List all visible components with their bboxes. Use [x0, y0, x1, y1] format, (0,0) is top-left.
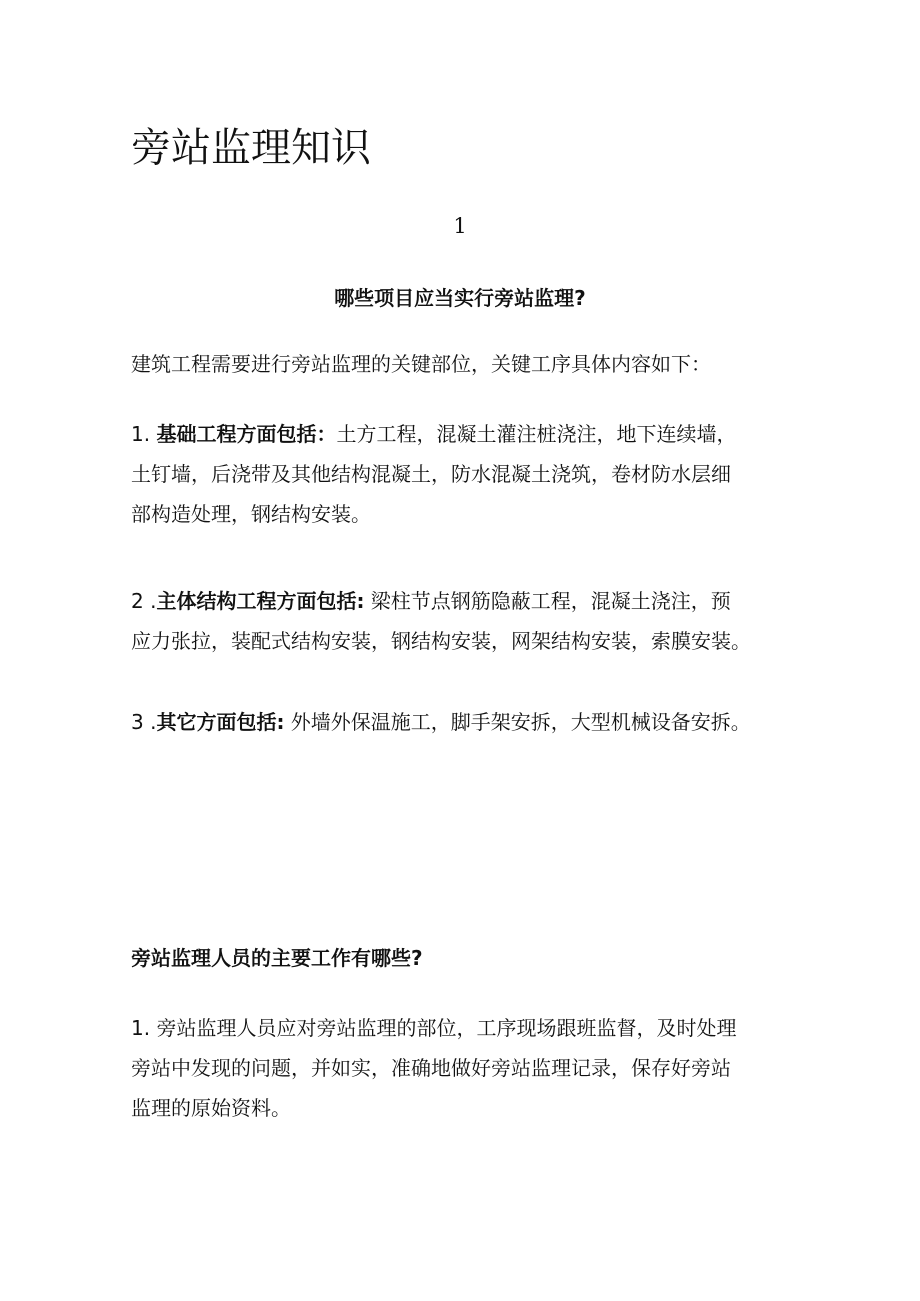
s2-item1-line-2: 监理的原始资料。 — [131, 1096, 291, 1120]
document-title: 旁站监理知识 — [131, 125, 371, 171]
section1-intro-text: 建筑工程需要进行旁站监理的关键部位，关键工序具体内容如下： — [131, 352, 711, 376]
item2-line-0: 梁柱节点钢筋隐蔽工程，混凝土浇注，预 — [364, 589, 731, 613]
section1-intro — [131, 344, 811, 384]
item1-number: 1. — [131, 422, 151, 446]
item1-label: 基础工程方面包括： — [156, 422, 337, 446]
item3-label: 其它方面包括: — [156, 710, 285, 734]
section2-item1 — [131, 1008, 811, 1128]
item1-line-1: 土钉墙，后浇带及其他结构混凝土，防水混凝土浇筑，卷材防水层细 — [131, 462, 731, 486]
item3-number: 3 . — [131, 710, 157, 734]
s2-item1-line-0: 1. 旁站监理人员应对旁站监理的部位，工序现场跟班监督，及时处理 — [131, 1016, 737, 1040]
section2-heading: 旁站监理人员的主要工作有哪些? — [131, 946, 423, 970]
page-number: 1 — [453, 214, 467, 238]
item2-first-line — [131, 581, 811, 621]
section1-item2 — [131, 581, 811, 661]
section1-heading: 哪些项目应当实行旁站监理? — [334, 286, 586, 310]
item1-line-0: 土方工程，混凝土灌注桩浇注，地下连续墙， — [336, 422, 737, 446]
item2-number: 2 . — [131, 589, 157, 613]
item1-first-line — [131, 414, 811, 454]
item2-line-1: 应力张拉，装配式结构安装，钢结构安装，网架结构安装，索膜安装。 — [131, 629, 751, 653]
item1-line-2: 部构造处理，钢结构安装。 — [131, 502, 371, 526]
item2-label: 主体结构工程方面包括: — [156, 589, 365, 613]
item3-first-line — [131, 702, 811, 742]
section1-item1 — [131, 414, 811, 534]
item3-line-0: 外墙外保温施工，脚手架安拆，大型机械设备安拆。 — [284, 710, 751, 734]
section1-item3 — [131, 702, 811, 742]
s2-item1-line-1: 旁站中发现的问题，并如实，准确地做好旁站监理记录，保存好旁站 — [131, 1056, 731, 1080]
